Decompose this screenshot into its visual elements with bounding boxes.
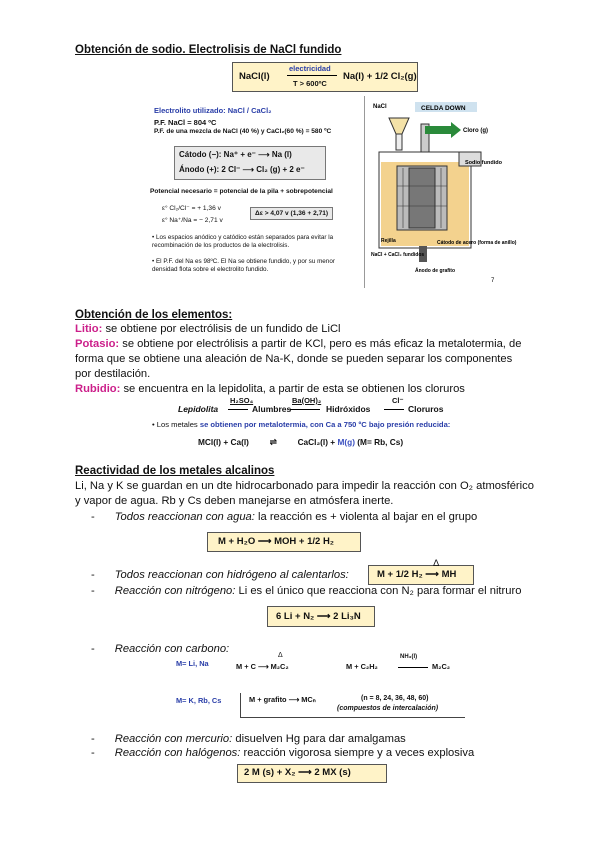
obtencion-paragraphs <box>75 322 530 397</box>
main-equation-box <box>232 62 418 92</box>
hg-line <box>91 732 406 747</box>
eq-above: electricidad <box>289 64 331 73</box>
carbon-italic: Reacción con carbono: <box>114 643 230 655</box>
hal-eq-box <box>237 764 387 783</box>
potasio-label: Potasio: <box>75 338 120 350</box>
chain-arrow-2 <box>290 409 320 410</box>
half-reactions-box <box>174 146 326 180</box>
cathode-reaction: Cátodo (−): Na⁺ + e⁻ ⟶ Na (l) <box>179 150 292 159</box>
rubidium-chain <box>178 396 468 417</box>
intro-line-1: Li, Na y K se guardan en un dte hidrocarbonado para impedir la reacción con O₂ atmosférico <box>75 480 534 492</box>
n2-eq: 6 Li + N₂ ⟶ 2 Li₃N <box>276 611 361 622</box>
meta-eq-right: CaCl₂(l) + <box>297 437 338 447</box>
down-cell-diagram <box>364 96 517 288</box>
n2-text: Li es el único que reacciona con N₂ para formar el nitruro <box>235 585 522 597</box>
intro-line-2: y vapor de agua. Rb y Cs deben manejarse en atmósfera inerte. <box>75 495 394 507</box>
cell-title: CELDA DOWN <box>421 105 466 112</box>
chain-arrow-1 <box>228 409 248 410</box>
dash: - <box>91 569 95 581</box>
rejilla-label: Rejilla <box>381 238 396 244</box>
h2-eq: M + 1/2 H₂ ⟶ MH <box>377 569 457 580</box>
water-eq: M + H₂O ⟶ MOH + 1/2 H₂ <box>218 536 335 547</box>
anode-reaction: Ánodo (+): 2 Cl⁻ ⟶ Cl₂ (g) + 2 e⁻ <box>179 165 305 174</box>
carbon-eq-3-note: (compuestos de intercalación) <box>337 705 439 712</box>
slide-page-number: 7 <box>491 278 495 284</box>
n2-eq-box <box>267 606 375 627</box>
carbon-eq-2-left: M + C₂H₂ <box>346 662 378 671</box>
meta-pre: Los metales <box>156 420 200 429</box>
h2-italic: Todos reaccionan con hidrógeno al calentarlos: <box>114 569 349 581</box>
potential-title: Potencial necesario = potencial de la pila + sobrepotencial <box>150 188 333 195</box>
rubidio-label: Rubidio: <box>75 383 121 395</box>
chain-reagent-1: H₂SO₄ <box>230 396 254 405</box>
chain-lepidolita: Lepidolita <box>178 404 219 414</box>
eq-right: Na(l) + 1/2 Cl₂(g) <box>343 71 417 82</box>
section-title-obtencion: Obtención de los elementos: <box>75 309 233 321</box>
carbon-eq-3: M + grafito ⟶ MCₙ <box>249 695 316 704</box>
potasio-line <box>75 337 530 382</box>
potasio-text: se obtiene por electrólisis a partir de KCl, pero es más eficaz la metalotermia, de forma que se obtiene una aleación de Na-K, donde se pueden separar los componentes por destilación. <box>75 338 522 380</box>
carbon-delta: Δ <box>278 652 283 659</box>
carbon-eq-2-arrow <box>398 667 428 668</box>
dash: - <box>91 585 95 597</box>
hal-text: reacción vigorosa siempre y a veces explosiva <box>240 747 475 759</box>
section-title-sodium: Obtención de sodio. Electrolisis de NaCl fundido <box>75 44 342 56</box>
hal-line <box>91 746 474 761</box>
water-italic: Todos reaccionan con agua: <box>114 511 255 523</box>
pf-mix: P.F. de una mezcla de NaCl (40 %) y CaCl₂(60 %) = 580 ºC <box>154 128 332 135</box>
meta-eq-tail: (M= Rb, Cs) <box>354 437 404 447</box>
hal-eq: 2 M (s) + X₂ ⟶ 2 MX (s) <box>244 767 351 778</box>
chain-reagent-3: Cl⁻ <box>392 396 404 405</box>
eq-left: NaCl(l) <box>239 71 270 82</box>
litio-line <box>75 322 530 337</box>
feed-pipe <box>396 134 402 150</box>
reactividad-intro <box>75 479 545 509</box>
h2-line <box>91 568 349 583</box>
electrolyte-line: Electrolito utilizado: NaCl / CaCl₂ <box>154 106 272 115</box>
pf-nacl: P.F. NaCl = 804 ºC <box>154 118 217 127</box>
carbon-group-1: M= Li, Na <box>176 659 209 668</box>
feed-funnel <box>389 118 409 134</box>
nacl-label: NaCl <box>373 104 387 110</box>
water-eq-box <box>207 532 361 552</box>
chain-reagent-2: Ba(OH)₂ <box>292 396 322 405</box>
n2-italic: Reacción con nitrógeno: <box>114 585 236 597</box>
graphite-anode <box>409 168 435 228</box>
litio-label: Litio: <box>75 323 103 335</box>
rubidio-text: se encuentra en la lepidolita, a partir de esta se obtienen los cloruros <box>120 383 465 395</box>
litio-text: se obtiene por electrólisis de un fundido de LiCl <box>102 323 341 335</box>
dash: - <box>91 747 95 759</box>
anode-label: Ánodo de grafito <box>415 268 455 274</box>
bullet2-text: El P.F. del Na es 98ºC. El Na se obtiene fundido, y por su menor densidad flota sobre el electrolito fundido. <box>152 258 335 273</box>
n2-line <box>91 584 521 599</box>
carbon-group-2: M= K, Rb, Cs <box>176 696 222 705</box>
h2-delta: Δ <box>433 558 440 569</box>
chain-arrow-3 <box>384 409 404 410</box>
water-text: la reacción es + violenta al bajar en el grupo <box>254 511 478 523</box>
meta-eq-left: MCl(l) + Ca(l) <box>198 437 249 447</box>
bullet-separation: • Los espacios anódico y catódico están separados para evitar la recombinación de los productos de la electrolisis. <box>152 234 334 249</box>
potential-na: ε° Na⁺/Na = − 2,71 v <box>162 217 223 224</box>
carbon-line <box>91 642 229 657</box>
slide-text-panel <box>150 96 364 288</box>
chain-cloruros: Cloruros <box>408 404 444 414</box>
hg-text: disuelven Hg para dar amalgamas <box>232 733 406 745</box>
dash: - <box>91 643 95 655</box>
chlorine-arrow <box>425 122 461 138</box>
carbon-eq-1: M + C ⟶ M₂C₂ <box>236 662 289 671</box>
bullet1-text: Los espacios anódico y catódico están separados para evitar la recombinación de los productos de la electrolisis. <box>152 234 334 249</box>
carbon-eq-2-above: NH₃(l) <box>400 654 418 660</box>
h2-eq-box <box>368 558 474 585</box>
dash: - <box>91 511 95 523</box>
eq-below: T > 600ºC <box>293 79 327 88</box>
down-cell-svg <box>365 96 517 288</box>
metalotermia-line: • Los metales se obtienen por metalotermia, con Ca a 750 ºC bajo presión reducida: <box>152 420 451 429</box>
equilibrium-arrow: ⇌ <box>269 437 277 447</box>
chain-hidroxidos: Hidróxidos <box>326 404 371 414</box>
carbon-eq-2-right: M₂C₂ <box>432 662 451 671</box>
chain-alumbres: Alumbres <box>252 404 292 414</box>
metalotermia-equation <box>198 437 403 447</box>
carbon-eq-3-box <box>240 693 465 718</box>
delta-box: Δε > 4,07 v (1,36 + 2,71) <box>250 207 333 220</box>
dash: - <box>91 733 95 745</box>
water-line <box>91 510 477 525</box>
electrolyte-label: NaCl + CaCl₂ fundidos <box>371 252 425 258</box>
section-title-reactividad: Reactividad de los metales alcalinos <box>75 465 275 477</box>
meta-blue: se obtienen por metalotermia, con Ca a 750 ºC bajo presión reducida: <box>199 420 451 429</box>
sodium-label: Sodio fundido <box>465 160 502 166</box>
carbon-eq-3-n: (n = 8, 24, 36, 48, 60) <box>361 695 429 702</box>
hal-italic: Reacción con halógenos: <box>114 747 241 759</box>
hg-italic: Reacción con mercurio: <box>114 733 233 745</box>
chlorine-label: Cloro (g) <box>463 128 488 134</box>
meta-eq-mg: M(g) <box>337 437 355 447</box>
bullet-na: • El P.F. del Na es 98ºC. El Na se obtiene fundido, y por su menor densidad flota sobre el electrolito fundido. <box>152 258 335 273</box>
cathode-label: Cátodo de acero (forma de anillo) <box>437 240 517 246</box>
potential-cl: ε° Cl₂/Cl⁻ = + 1,36 v <box>162 205 221 212</box>
eq-arrow <box>287 75 337 76</box>
rubidio-line <box>75 382 530 397</box>
